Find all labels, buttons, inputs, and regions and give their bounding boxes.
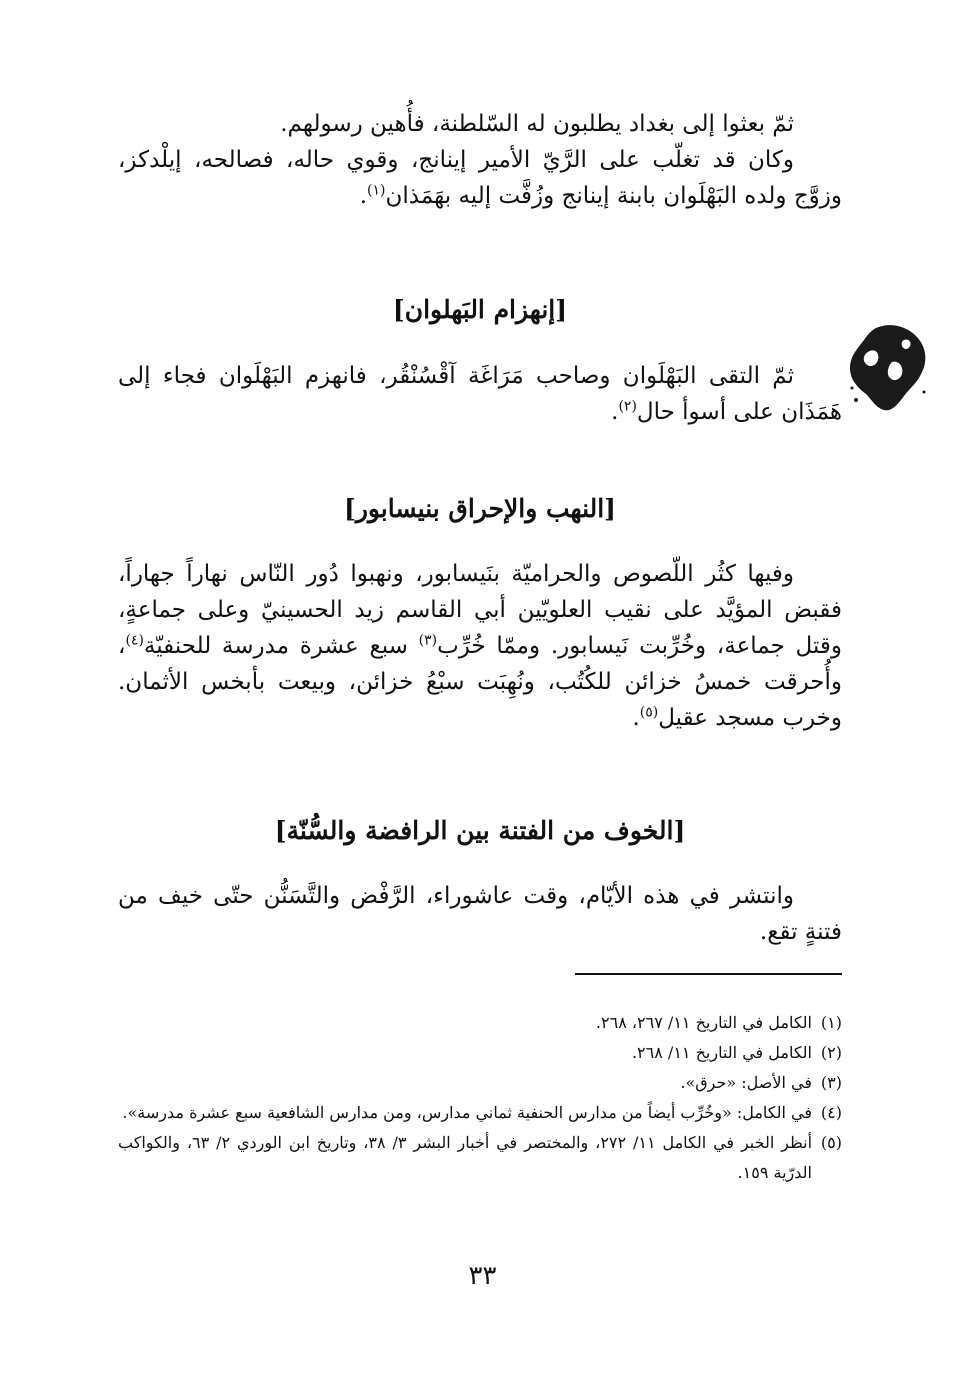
section1-text xyxy=(118,358,842,430)
footnote-number: (٥) xyxy=(820,1133,842,1152)
footnote-ref-5: (٥) xyxy=(639,704,659,721)
section1-paragraph xyxy=(118,358,842,430)
footnote-ref-1: (١) xyxy=(367,182,386,199)
section1-paragraph-text: ثمّ التقى البَهْلَوان وصاحب مَرَاغَة آقْسُنْقُر، فانهزم البَهْلَوان فجاء إلى هَمَذَان على أسوأ حال xyxy=(118,363,842,425)
footnote-separator xyxy=(575,973,842,975)
footnote-4 xyxy=(118,1098,842,1128)
section2-part-2: سبع عشرة مدرسة للحنفيّة xyxy=(143,633,419,659)
page-number: ٣٣ xyxy=(468,1261,497,1291)
footnote-2 xyxy=(118,1038,842,1068)
footnote-number: (٢) xyxy=(820,1043,842,1062)
section-heading-1: [إنهزام البَهلوان] xyxy=(392,295,568,324)
footnotes xyxy=(118,1008,842,1188)
footnote-ref-2: (٢) xyxy=(618,398,637,415)
footnote-text: الكامل في التاريخ ١١/ ٢٦٧، ٢٦٨. xyxy=(595,1013,812,1032)
footnote-number: (١) xyxy=(820,1013,842,1032)
section-heading-3: [الخوف من الفتنة بين الرافضة والسُّنّة] xyxy=(274,816,686,845)
footnote-text: في الأصل: «حرق». xyxy=(680,1073,812,1092)
footnote-text: في الكامل: «وخُرِّب أيضاً من مدارس الحنفية ثماني مدارس، ومن مدارس الشافعية سبع عشرة مدرسة». xyxy=(122,1103,812,1122)
footnote-1 xyxy=(118,1008,842,1038)
intro-paragraph-2-text: وكان قد تغلّب على الرَّيّ الأمير إينانج، وقوي حاله، فصالحه، إيلْدكز، وزوَّج ولده البَهْلَوان بابنة إينانج وزُفَّت إليه بهَمَذان xyxy=(118,147,842,209)
footnote-text: أنظر الخبر في الكامل ١١/ ٢٧٢، والمختصر في أخبار البشر ٣/ ٣٨، وتاريخ ابن الوردي ٢/ ٦٣، والكواكب الدرّية ١٥٩. xyxy=(118,1133,813,1182)
section2-text xyxy=(118,556,842,736)
section2-paragraph xyxy=(118,556,842,736)
footnote-number: (٣) xyxy=(820,1073,842,1092)
footnote-ref-4: (٤) xyxy=(125,632,144,649)
section3-text xyxy=(118,878,842,950)
ink-blot-mark xyxy=(846,322,928,414)
footnote-ref-3: (٣) xyxy=(418,632,438,649)
intro-paragraph-2-end: . xyxy=(359,183,368,209)
section-heading-2: [النهب والإحراق بنيسابور] xyxy=(343,494,617,523)
intro-text xyxy=(118,106,842,214)
footnote-text: الكامل في التاريخ ١١/ ٢٦٨. xyxy=(631,1043,812,1062)
section2-part-1: وفيها كثُر اللّصوص والحراميّة بنَيسابور، ونهبوا دُور النّاس نهاراً جهاراً، فقبض المؤيَّد على نقيب العلويّين أبي القاسم زيد الحسينيّ وعلى جماعةٍ، وقتل جماعة، وخُرِّبت نَيسابور. وممّا خُرِّب xyxy=(118,561,842,659)
section2-part-3: ، وأُحرقت خمسُ خزائن للكُتُب، ونُهِبَت سبْعُ خزائن، وبيعت بأبخس الأثمان. وخرب مسجد عقيل xyxy=(118,633,842,731)
footnote-5 xyxy=(118,1128,842,1188)
intro-paragraph-1: ثمّ بعثوا إلى بغداد يطلبون له السّلطنة، فأُهين رسولهم. xyxy=(280,111,794,137)
section1-paragraph-end: . xyxy=(611,399,619,425)
section3-paragraph: وانتشر في هذه الأيّام، وقت عاشوراء، الرَّفْض والتَّسَنُّن حتّى خيف من فتنةٍ تقع. xyxy=(118,883,842,945)
section2-part-4: . xyxy=(632,705,640,731)
intro-paragraph-2 xyxy=(118,142,842,214)
footnote-number: (٤) xyxy=(820,1103,842,1122)
footnote-3 xyxy=(118,1068,842,1098)
